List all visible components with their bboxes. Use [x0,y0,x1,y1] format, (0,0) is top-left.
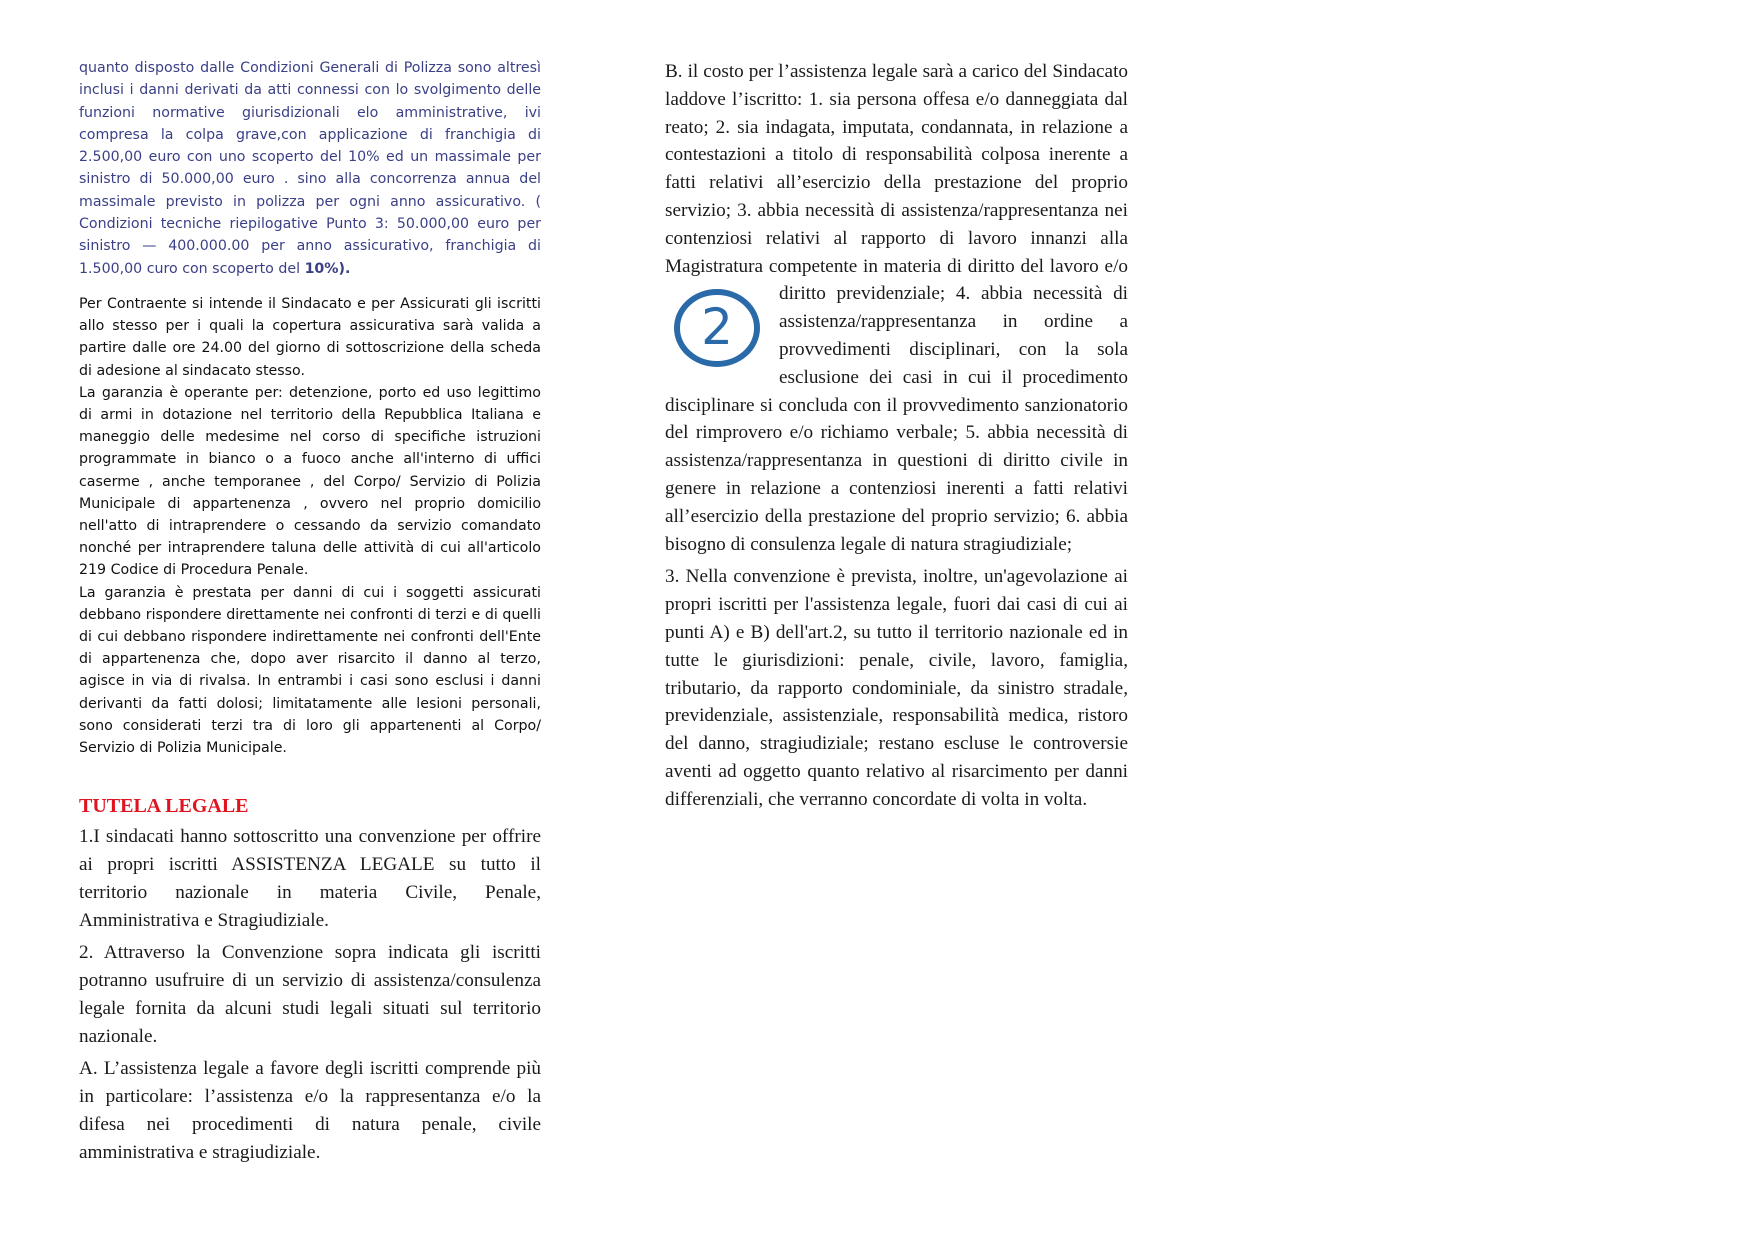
tutela-paragraph-2: 2. Attraverso la Convenzione sopra indicata gli iscritti potranno usufruire di un servizio di assistenza/consulenza legale fornita da alcuni studi legali situati sul territorio nazionale. [79,942,541,1048]
number-two-circle-icon [665,286,765,370]
section-heading-tutela-legale: TUTELA LEGALE [79,795,249,818]
policy-coverage-text: quanto disposto dalle Condizioni Generali di Polizza sono altresì inclusi i danni derivati da atti connessi con lo svolgimento delle funzioni normative giurisdizionali elo amministrative, ivi compresa la colpa grave,con applicazione di franchigia di 2.500,00 euro con uno scoperto del 10% ed un massimale per sinistro di 50.000,00 euro . sino alla concorrenza annua del massimale previsto in polizza per ogni anno assicurativo. ( Condizioni tecniche riepilogative Punto 3: 50.000,00 euro per sinistro — 400.000.00 per anno assicurativo, franchigia di 1.500,00 curo con scoperto del [79,60,541,277]
tutela-paragraph-1: 1.I sindacati hanno sottoscritto una convenzione per offrire ai propri iscritti ASSISTENZA LEGALE su tutto il territorio nazionale in materia Civile, Penale, Amministrativa e Stragiudiziale. [79,826,541,932]
policy-coverage-tail: 10%). [304,260,351,277]
paragraph-b-text-continued: lavoro e/o diritto previdenziale; 4. abbia necessità di assistenza/rappresentanza in ordine a provvedimenti disciplinari, con la sola esclusione dei casi in cui il procedimento disciplinare si concluda con il provvedimento sanzionatorio del rimprovero e/o richiamo verbale; 5. abbia necessità di assistenza/rappresentanza in questioni di diritto civile in genere in relazione a contenziosi inerenti a fatti relativi all’esercizio della prestazione del proprio servizio; 6. abbia bisogno di consulenza legale di natura stragiudiziale; [665,255,1129,555]
armi-paragraph: La garanzia è operante per: detenzione, porto ed uso legittimo di armi in dotazione nel territorio della Repubblica Italiana e maneggio delle medesime nel corso di specifiche istruzioni programmate in bianco o a fuoco anche all'interno di uffici caserme , anche temporanee , del Corpo/ Servizio di Polizia Municipale di appartenenza , ovvero nel proprio domicilio nell'atto di intraprendere o cessando da servizio comandato nonché per intraprendere taluna delle attività di cui all'articolo 219 Codice di Procedura Penale. [79,384,541,579]
tutela-paragraph-a: A. L’assistenza legale a favore degli iscritti comprende più in particolare: l’assistenza e/o la rappresentanza e/o la difesa nei procedimenti di natura penale, civile amministrativa e stragiudiziale. [79,1058,541,1164]
paragraph-3: 3. Nella convenzione è prevista, inoltre, un'agevolazione ai propri iscritti per l'assistenza legale, fuori dai casi di cui ai punti A) e B) dell'art.2, su tutto il territorio nazionale ed in tutte le giurisdizioni: penale, civile, lavoro, famiglia, tributario, da rapporto condominiale, da sinistro stradale, previdenziale, assistenziale, responsabilità medica, ristoro del danno, stragiudiziale; restano escluse le controversie aventi ad oggetto quanto relativo al risarcimento per danni differenziali, che verranno concordate di volta in volta. [665,566,1128,810]
paragraph-b-text: B. il costo per l’assistenza legale sarà a carico del Sindacato laddove l’iscritto: 1. sia persona offesa e/o danneggiata dal reato; 2. sia indagata, imputata, condannata, in relazione a contestazioni a titolo di responsabilità colposa inerente a fatti relativi all’esercizio della prestazione del proprio servizio; 3. abbia necessità di assistenza/rappresentanza nei contenziosi relativi al rapporto di lavoro innanzi alla Magistratura competente in materia di diritto del [665,61,1128,277]
policy-coverage-paragraph [79,57,541,280]
svg-text:2: 2 [701,298,733,357]
left-column [79,57,541,1171]
contraente-paragraph: Per Contraente si intende il Sindacato e per Assicurati gli iscritti allo stesso per i quali la copertura assicurativa sarà valida a partire dalle ore 24.00 del giorno di sottoscrizione della scheda di adesione al sindacato stesso. [79,295,541,379]
danni-paragraph: La garanzia è prestata per danni di cui i soggetti assicurati debbano rispondere direttamente nei confronti di terzi e di quelli di cui debbano rispondere indirettamente nei confronti dell'Ente di appartenenza che, dopo aver risarcito il danno al terzo, agisce in via di rivalsa. In entrambi i casi sono esclusi i danni derivanti da fatti dolosi; limitatamente alle lesioni personali, sono considerati terzi tra di loro gli appartenenti al Corpo/ Servizio di Polizia Municipale. [79,584,541,757]
paragraph-b [665,58,1128,558]
right-column [665,58,1128,819]
